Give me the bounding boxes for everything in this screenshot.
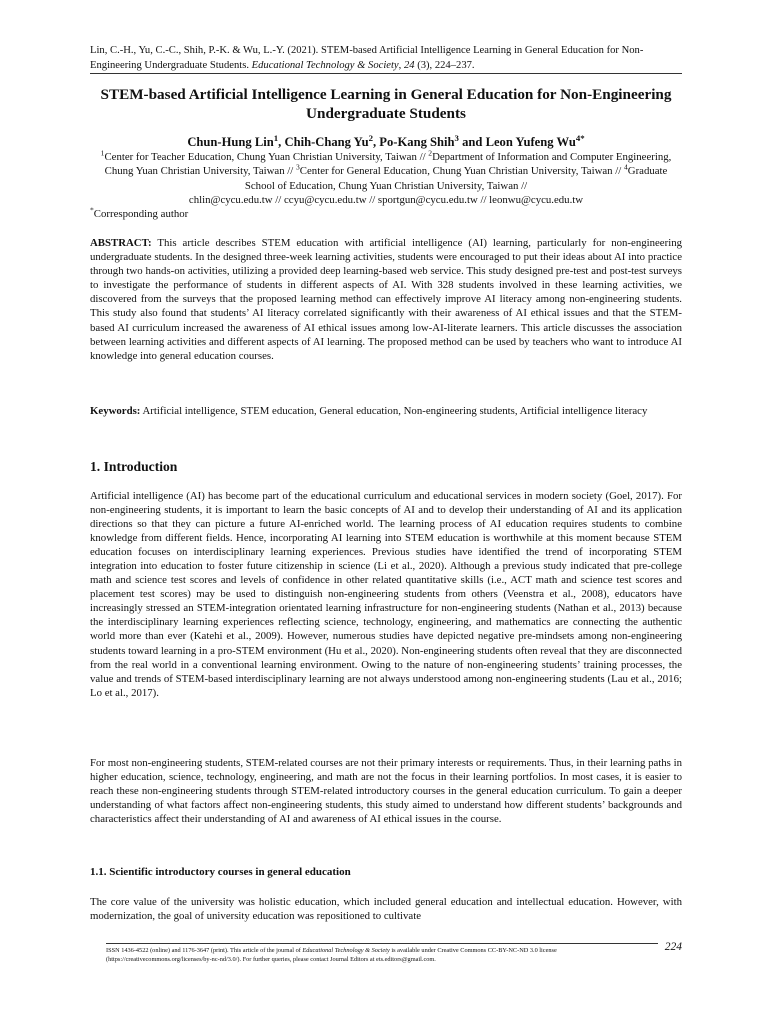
corresponding-mark: * [90,205,94,215]
running-header: Lin, C.-H., Yu, C.-C., Shih, P.-K. & Wu, L.-Y. (2021). STEM-based Artificial Intelligence Learning in General Education for Non-Engineering Undergraduate Students. Educational Technology & Society, 24 (3), 224–237. [90,45,644,71]
author-superscript: 4* [575,132,585,143]
header-citation: Lin, C.-H., Yu, C.-C., Shih, P.-K. & Wu, L.-Y. (2021). STEM-based Artificial Intelligence Learning in General Education for Non-Engineering Undergraduate Students. [90,45,644,71]
header-issue-pages: (3), 224–237. [417,60,475,71]
abstract-label: ABSTRACT: [90,237,152,249]
affiliation: Department of Information and Computer Engineering, Chung Yuan Christian University, Taiwan // [104,151,672,178]
affiliation-superscript: 2 [428,148,433,158]
footer-license: is available under Creative Commons CC-BY-NC-ND 3.0 license (https://creativecommons.org/licenses/by-nc-nd/3.0/). For further queries, please contact Journal Editors at ets.editors@gmail.com. [106,947,557,963]
section-heading: 1. Introduction [90,459,178,474]
footer-rule [106,943,658,944]
abstract [90,236,682,363]
author-superscript: 3 [454,132,459,143]
license-footer [106,947,658,964]
abstract-text: This article describes STEM education with artificial intelligence (AI) learning, particularly for non-engineering undergraduate students. In the designed three-week learning activities, students were encouraged to put their ideas about AI into practice through two hands-on activities, utilizing a provided deep learning-based web service. This study designed pre-test and post-test surveys to investigate the performance of students in different aspects of AI. With 328 students involved in these learning activities, we discovered from the surveys that the proposed learning method can effectively improve AI literacy among non-engineering students. This study also found that students’ AI literacy correlated significantly with their awareness of AI ethical issues and that the STEM-based AI curriculum increased the awareness of AI ethical issues among low-AI-literate learners. This article discusses the association between learning activities and different aspects of AI learning. The proposed method can be used by teachers who want to introduce AI knowledge into general education courses. [90,237,682,362]
footer-journal: Educational Technology & Society [302,947,390,954]
paper-title: STEM-based Artificial Intelligence Learning in General Education for Non-Engineering Undergraduate Students [100,86,672,122]
author-name: Chun-Hung Lin [187,135,274,149]
author-name: Po-Kang Shih [379,135,455,149]
corresponding-note [90,207,682,221]
affiliation: Center for Teacher Education, Chung Yuan Christian University, Taiwan // [104,151,429,163]
page-number: 224 [664,941,682,953]
body-paragraph: Artificial intelligence (AI) has become part of the educational curriculum and educational services in modern society (Goel, 2017). For non-engineering students, it is important to learn the basic concepts of AI and to develop their understanding of AI and its application directions so that they can picture a future AI-enriched world. The learning process of AI education requires students to combine knowledge from different fields. Hence, incorporating AI learning into STEM education is worthwhile at this moment because STEM education focuses on interdisciplinary learning experiences. Previous studies have identified the trend of incorporating STEM integration into education to foster future citizenship in science (Li et al., 2020). Although a previous study indicated that pre-college math and science test scores and levels of confidence in other related quantitative skills (i.e., ACT math and science test scores and placement test scores) may be used to distinguish non-engineering students from others (Veenstra et al., 2008), educators have increasingly stressed an STEM-integration orientated learning infrastructure for non-engineering students (Nathan et al., 2013) because the interdisciplinary learning experiences reflecting science, technology, engineering, and mathematics are connecting the authentic world more than ever (Katehi et al., 2009). However, numerous studies have depicted negative pre-mindsets among non-engineering students toward learning in a pro-STEM environment (Hu et al., 2020). Non-engineering students often reveal that they are disconnected from the real world in a conventional learning environment. Owing to the nature of non-engineering students’ training processes, the value and trends of STEM-based interdisciplinary learning are not always understood among non-engineering students (Lau et al., 2016; Lo et al., 2017). [90,490,682,699]
header-volume: 24 [403,60,415,71]
corresponding-text: Corresponding author [93,208,189,220]
author-name: Leon Yufeng Wu [485,135,576,149]
keywords [90,404,682,418]
affiliations [90,150,682,207]
author-emails: chlin@cycu.edu.tw // ccyu@cycu.edu.tw // sportgun@cycu.edu.tw // leonwu@cycu.edu.tw [188,193,584,206]
keywords-label: Keywords: [90,405,141,417]
keywords-text: Artificial intelligence, STEM education, General education, Non-engineering students, Artificial intelligence literacy [142,405,648,417]
affiliation-superscript: 3 [296,162,300,172]
header-rule [90,73,682,74]
author-superscript: 2 [368,132,373,143]
footer-issn: ISSN 1436-4522 (online) and 1176-3647 (print). This article of the journal of [106,947,303,954]
body-paragraph: The core value of the university was holistic education, which included general education and intellectual education. However, with modernization, the goal of university education was repositioned to cultivate [90,896,682,923]
author-list: Chun-Hung Lin$^1$, Chih-Chang Yu$^2$, Po-Kang Shih$^3$ and Leon Yufeng $Wu^{4*}$ [187,132,585,149]
author-name: Chih-Chang Yu [284,135,369,149]
body-paragraph: For most non-engineering students, STEM-related courses are not their primary interests or requirements. Thus, in their learning paths in higher education, science, technology, engineering, and math are not the focus in their learning portfolios. In most cases, it is easier to reach these non-engineering students through STEM-related introductory courses in the general education curriculum. To gain a deeper understanding of what factors affect non-engineering students, this study aimed to understand how different students’ backgrounds and characteristics affect their understanding of AI and awareness of AI ethical issues in the course. [90,757,682,826]
affiliation-superscript: 4 [623,162,628,172]
header-journal: Educational Technology & Society [251,60,399,71]
affiliation: Graduate School of Education, Chung Yuan Christian University, Taiwan // [244,165,668,192]
affiliation: Center for General Education, Chung Yuan Christian University, Taiwan // [299,165,624,178]
subsection-heading: 1.1. Scientific introductory courses in general education [90,866,351,878]
affiliation-superscript: 1 [100,148,105,158]
author-superscript: 1 [273,132,279,143]
